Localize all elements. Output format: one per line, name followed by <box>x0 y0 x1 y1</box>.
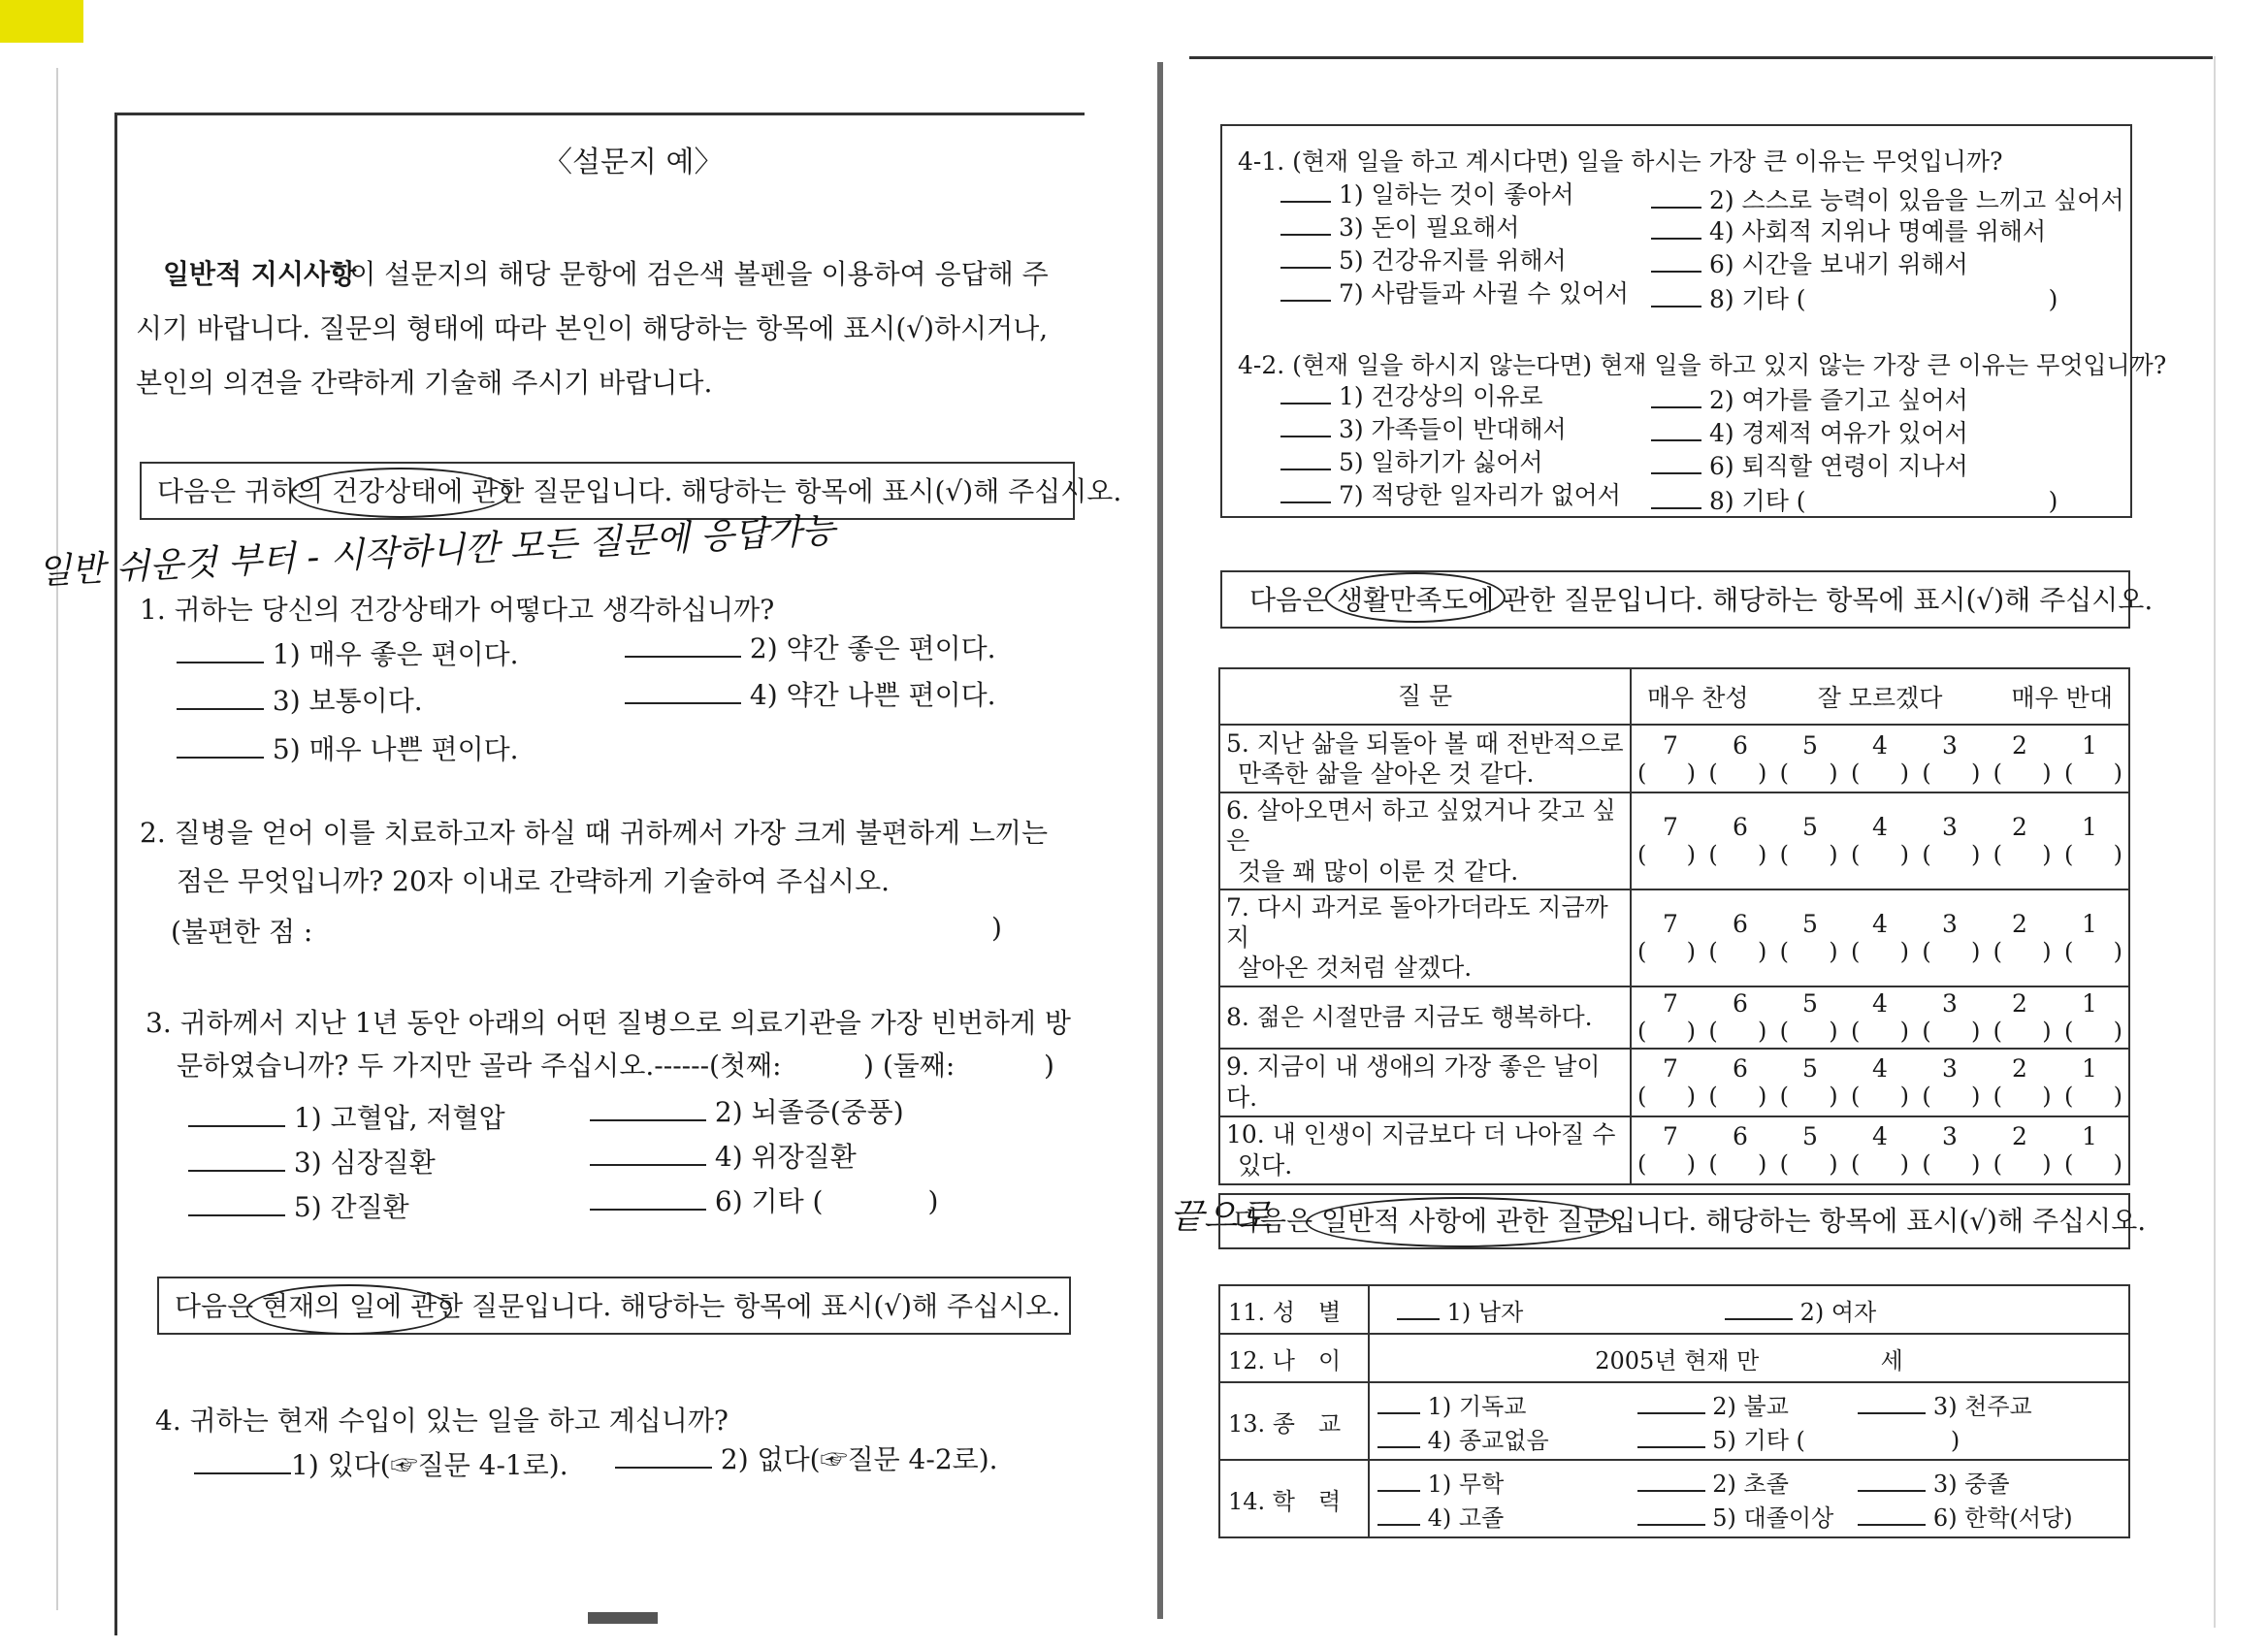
paren-close: ) <box>2113 841 2122 869</box>
answer-checkbox[interactable] <box>1851 1018 1909 1045</box>
page-edge-right <box>2214 56 2216 1628</box>
q41-option-8[interactable]: 8) 기타 ( ) <box>1651 285 2057 314</box>
scale-number: 5 <box>1802 813 1818 842</box>
answer-checkbox[interactable] <box>1780 1150 1838 1178</box>
scale-number: 5 <box>1802 910 1818 939</box>
paren-open: ( <box>2063 1018 2074 1045</box>
paren-close: ) <box>2042 1150 2052 1178</box>
scale-number: 7 <box>1663 1122 1678 1150</box>
q2-answer-close: ) <box>991 912 1002 944</box>
answer-slots <box>1637 1018 2122 1045</box>
answer-checkbox[interactable] <box>2064 938 2122 965</box>
answer-slots <box>1637 938 2122 965</box>
scale-number: 4 <box>1872 813 1888 842</box>
paren-close: ) <box>1686 1018 1696 1045</box>
table-scale-cell <box>1631 725 2129 792</box>
scale-number: 1 <box>2082 910 2097 939</box>
q41-option-7[interactable]: 7) 사람들과 사귈 수 있어서 <box>1280 279 1629 308</box>
section-heading-general: 다음은 일반적 사항에 관한 질문입니다. 해당하는 항목에 표시(√)해 주십시오. <box>1234 1205 2147 1237</box>
paren-close: ) <box>1899 759 1909 787</box>
paren-close: ) <box>1829 1018 1838 1045</box>
paren-open: ( <box>1922 938 1931 966</box>
paren-close: ) <box>1899 1150 1909 1178</box>
paren-open: ( <box>1779 759 1790 787</box>
header-not-sure: 잘 모르겠다 <box>1817 684 1943 712</box>
answer-checkbox[interactable] <box>1922 760 1980 787</box>
paren-open: ( <box>1708 1083 1718 1110</box>
answer-checkbox[interactable] <box>1780 841 1838 868</box>
scale-number: 4 <box>1872 989 1888 1018</box>
education-option-4[interactable]: 4) 고졸 <box>1377 1499 1630 1533</box>
paren-open: ( <box>1922 1150 1931 1178</box>
paren-close: ) <box>1686 1150 1696 1178</box>
paren-open: ( <box>2063 938 2074 966</box>
paren-open: ( <box>1850 938 1861 966</box>
paren-close: ) <box>1970 759 1981 787</box>
religion-label: 13. 종 교 <box>1219 1382 1369 1460</box>
q3-option-3[interactable]: 3) 심장질환 <box>188 1147 436 1180</box>
religion-option-1[interactable]: 1) 기독교 <box>1377 1387 1630 1421</box>
scale-number: 4 <box>1872 910 1888 939</box>
paren-close: ) <box>1686 1083 1696 1110</box>
education-option-3[interactable]: 3) 중졸 <box>1858 1465 2009 1499</box>
paren-close: ) <box>2113 1018 2122 1045</box>
age-field[interactable] <box>1369 1334 2129 1382</box>
scale-number: 4 <box>1872 1122 1888 1150</box>
paren-close: ) <box>2042 938 2052 966</box>
religion-option-2[interactable]: 2) 불교 <box>1637 1387 1851 1421</box>
scale-number: 2 <box>2012 813 2027 842</box>
q42-option-3[interactable]: 3) 가족들이 반대해서 <box>1280 415 1567 444</box>
scale-numbers <box>1637 1122 2122 1150</box>
answer-checkbox[interactable] <box>1637 938 1696 965</box>
question-4-2: 4-2. (현재 일을 하시지 않는다면) 현재 일을 하고 있지 않는 가장 큰 이유는 무엇입니까? <box>1238 351 2167 379</box>
q1-option-3[interactable]: 3) 보통이다. <box>177 685 423 718</box>
section-heading-satisfaction: 다음은 생활만족도에 관한 질문입니다. 해당하는 항목에 표시(√)해 주십시오. <box>1249 584 2154 616</box>
table-scale-cell <box>1631 1116 2129 1184</box>
paren-open: ( <box>1708 759 1718 787</box>
answer-slots <box>1637 841 2122 868</box>
paren-open: ( <box>2063 759 2074 787</box>
table-question-line2: 있다. <box>1238 1150 1293 1180</box>
answer-checkbox[interactable] <box>1922 1018 1980 1045</box>
answer-checkbox[interactable] <box>1851 938 1909 965</box>
page-edge-left <box>56 68 58 1610</box>
table-header-scale <box>1631 668 2129 725</box>
answer-checkbox[interactable] <box>1993 938 2052 965</box>
paren-close: ) <box>1970 841 1981 869</box>
scale-numbers <box>1637 910 2122 938</box>
q3-option-1[interactable]: 1) 고혈압, 저혈압 <box>188 1102 505 1135</box>
q41-option-3[interactable]: 3) 돈이 필요해서 <box>1280 213 1519 242</box>
paren-open: ( <box>1637 1083 1647 1110</box>
scale-number: 6 <box>1733 989 1748 1018</box>
paren-close: ) <box>1970 1150 1981 1178</box>
scale-number: 3 <box>1942 989 1958 1018</box>
scale-number: 3 <box>1942 1122 1958 1150</box>
scale-number: 7 <box>1663 813 1678 842</box>
paren-open: ( <box>1779 841 1790 869</box>
question-3-line2b: ) (둘째: <box>863 1050 956 1082</box>
scale-number: 7 <box>1663 989 1678 1018</box>
answer-checkbox[interactable] <box>1993 1018 2052 1045</box>
satisfaction-table <box>1218 667 2130 1185</box>
paren-open: ( <box>1708 938 1718 966</box>
table-question-line1: 7. 다시 과거로 돌아가더라도 지금까지 <box>1226 892 1608 952</box>
answer-checkbox[interactable] <box>1708 841 1766 868</box>
scale-numbers <box>1637 731 2122 760</box>
paren-open: ( <box>1922 841 1931 869</box>
q3-option-6[interactable]: 6) 기타 ( ) <box>590 1185 938 1218</box>
header-strongly-agree: 매우 찬성 <box>1647 684 1749 712</box>
answer-checkbox[interactable] <box>1922 1083 1980 1110</box>
answer-checkbox[interactable] <box>1637 1150 1696 1178</box>
table-scale-cell <box>1631 1049 2129 1116</box>
education-option-2[interactable]: 2) 초졸 <box>1637 1465 1851 1499</box>
paren-close: ) <box>1899 841 1909 869</box>
scale-number: 7 <box>1663 910 1678 939</box>
handwritten-note: 일반 쉬운것 부터 - 시작하니깐 모든 질문에 응답가능 <box>36 510 837 593</box>
question-3-line1: 3. 귀하께서 지난 1년 동안 아래의 어떤 질병으로 의료기관을 가장 빈번하게 방 <box>146 1007 1071 1039</box>
paren-close: ) <box>1829 938 1838 966</box>
paren-open: ( <box>1708 1150 1718 1178</box>
table-question <box>1219 792 1631 889</box>
paren-close: ) <box>2113 1083 2122 1110</box>
book-spine <box>1157 62 1163 1619</box>
paren-close: ) <box>2042 841 2052 869</box>
paren-close: ) <box>1757 1150 1767 1178</box>
scale-number: 3 <box>1942 1054 1958 1083</box>
q3-option-2[interactable]: 2) 뇌졸증(중풍) <box>590 1096 904 1129</box>
answer-checkbox[interactable] <box>1922 938 1980 965</box>
scale-numbers <box>1637 1054 2122 1083</box>
education-option-6[interactable]: 6) 한학(서당) <box>1858 1499 2072 1533</box>
scale-number: 1 <box>2082 1122 2097 1150</box>
education-option-1[interactable]: 1) 무학 <box>1377 1465 1630 1499</box>
table-question <box>1219 1116 1631 1184</box>
answer-checkbox[interactable] <box>1637 841 1696 868</box>
age-unit: 세 <box>1880 1346 1903 1374</box>
instructions-label: 일반적 지시사항 <box>163 258 357 290</box>
instructions-line3: 본인의 의견을 간략하게 기술해 주시기 바랍니다. <box>136 367 713 399</box>
paren-open: ( <box>1993 1083 2003 1110</box>
q42-option-8[interactable]: 8) 기타 ( ) <box>1651 487 2057 516</box>
paren-close: ) <box>1757 841 1767 869</box>
hand-circle-health <box>291 468 510 518</box>
scale-number: 4 <box>1872 730 1888 760</box>
table-row <box>1219 725 2129 792</box>
answer-checkbox[interactable] <box>1780 938 1838 965</box>
answer-slots <box>1637 760 2122 787</box>
q1-option-2[interactable]: 2) 약간 좋은 편이다. <box>625 632 996 665</box>
q41-option-2[interactable]: 2) 스스로 능력이 있음을 느끼고 싶어서 <box>1651 186 2124 215</box>
table-question-line1: 10. 내 인생이 지금보다 더 나아질 수 <box>1226 1120 1616 1149</box>
question-2-line1: 2. 질병을 얻어 이를 치료하고자 하실 때 귀하께서 가장 크게 불편하게 느끼는 <box>140 817 1049 849</box>
paren-open: ( <box>1637 759 1647 787</box>
paren-open: ( <box>2063 1150 2074 1178</box>
hand-circle-satisfaction <box>1325 572 1506 623</box>
paren-close: ) <box>2113 1150 2122 1178</box>
scale-number: 3 <box>1942 910 1958 939</box>
table-question-line1: 5. 지난 삶을 되돌아 볼 때 전반적으로 <box>1226 728 1624 758</box>
answer-checkbox[interactable] <box>1851 760 1909 787</box>
table-question-line2: 살아온 것처럼 살겠다. <box>1238 954 1473 983</box>
instructions-line1: : 이 설문지의 해당 문항에 검은색 볼펜을 이용하여 응답해 주 <box>332 258 1049 290</box>
paren-open: ( <box>1637 1150 1647 1178</box>
answer-checkbox[interactable] <box>1637 1083 1696 1110</box>
scale-number: 4 <box>1872 1054 1888 1083</box>
paren-close: ) <box>1757 938 1767 966</box>
scale-number: 5 <box>1802 1122 1818 1150</box>
answer-checkbox[interactable] <box>2064 1150 2122 1178</box>
paren-close: ) <box>1829 1150 1838 1178</box>
paren-open: ( <box>1922 1018 1931 1045</box>
q42-option-5[interactable]: 5) 일하기가 싫어서 <box>1280 448 1543 477</box>
religion-option-5[interactable]: 5) 기타 ( ) <box>1637 1421 1960 1455</box>
scale-number: 5 <box>1802 989 1818 1018</box>
table-header-question: 질 문 <box>1219 668 1631 725</box>
paren-close: ) <box>1899 1083 1909 1110</box>
answer-checkbox[interactable] <box>2064 841 2122 868</box>
religion-option-3[interactable]: 3) 천주교 <box>1858 1387 2031 1421</box>
scale-number: 2 <box>2012 1054 2027 1083</box>
answer-checkbox[interactable] <box>1993 1083 2052 1110</box>
paren-close: ) <box>2113 938 2122 966</box>
answer-checkbox[interactable] <box>1708 760 1766 787</box>
scale-number: 6 <box>1733 910 1748 939</box>
answer-slots <box>1637 1150 2122 1178</box>
paren-close: ) <box>1899 1018 1909 1045</box>
age-text: 2005년 현재 만 <box>1595 1346 1760 1374</box>
age-label: 12. 나 이 <box>1219 1334 1369 1382</box>
paren-open: ( <box>1708 841 1718 869</box>
table-question <box>1219 1049 1631 1116</box>
paren-close: ) <box>2042 759 2052 787</box>
table-question <box>1219 986 1631 1049</box>
answer-checkbox[interactable] <box>2064 760 2122 787</box>
paren-open: ( <box>1993 1018 2003 1045</box>
q2-answer-label: (불편한 점 : <box>171 916 313 948</box>
scale-number: 5 <box>1802 1054 1818 1083</box>
paren-open: ( <box>1993 841 2003 869</box>
paren-open: ( <box>1850 841 1861 869</box>
table-question-line1: 6. 살아오면서 하고 싶었거나 갖고 싶은 <box>1226 796 1616 856</box>
scale-number: 5 <box>1802 730 1818 760</box>
paren-open: ( <box>1922 1083 1931 1110</box>
scale-number: 6 <box>1733 1054 1748 1083</box>
paren-close: ) <box>1686 938 1696 966</box>
education-option-5[interactable]: 5) 대졸이상 <box>1637 1499 1851 1533</box>
gender-label: 11. 성 별 <box>1219 1285 1369 1334</box>
hand-circle-work <box>246 1284 452 1335</box>
paren-open: ( <box>1637 938 1647 966</box>
paren-close: ) <box>1757 1083 1767 1110</box>
answer-checkbox[interactable] <box>1637 760 1696 787</box>
scale-number: 3 <box>1942 730 1958 760</box>
answer-checkbox[interactable] <box>1708 1018 1766 1045</box>
table-scale-cell <box>1631 986 2129 1049</box>
scale-numbers <box>1637 813 2122 841</box>
paren-close: ) <box>1899 938 1909 966</box>
answer-checkbox[interactable] <box>1708 1083 1766 1110</box>
q41-option-5[interactable]: 5) 건강유지를 위해서 <box>1280 246 1567 275</box>
answer-checkbox[interactable] <box>1851 841 1909 868</box>
paren-open: ( <box>1922 759 1931 787</box>
table-question <box>1219 725 1631 792</box>
table-question-line2: 것을 꽤 많이 이룬 것 같다. <box>1238 857 1519 886</box>
paren-open: ( <box>1708 1018 1718 1045</box>
q42-option-2[interactable]: 2) 여가를 즐기고 싶어서 <box>1651 386 1968 415</box>
gender-options <box>1369 1285 2129 1334</box>
answer-checkbox[interactable] <box>1637 1018 1696 1045</box>
instructions-line2: 시기 바랍니다. 질문의 형태에 따라 본인이 해당하는 항목에 표시(√)하시거나, <box>136 312 1049 344</box>
paren-open: ( <box>2063 1083 2074 1110</box>
paren-close: ) <box>2042 1018 2052 1045</box>
question-4: 4. 귀하는 현재 수입이 있는 일을 하고 계십니까? <box>155 1405 729 1437</box>
answer-checkbox[interactable] <box>1851 1150 1909 1178</box>
table-row <box>1219 792 2129 889</box>
scale-number: 1 <box>2082 989 2097 1018</box>
question-3-line2: 문하였습니까? 두 가지만 골라 주십시오.------(첫째: <box>177 1050 782 1082</box>
paren-close: ) <box>1686 759 1696 787</box>
q1-option-4[interactable]: 4) 약간 나쁜 편이다. <box>625 679 996 712</box>
answer-checkbox[interactable] <box>1922 841 1980 868</box>
paren-open: ( <box>1993 1150 2003 1178</box>
demographics-table <box>1218 1284 2130 1538</box>
answer-slots <box>1637 1083 2122 1110</box>
paren-close: ) <box>1829 759 1838 787</box>
scale-number: 1 <box>2082 813 2097 842</box>
answer-checkbox[interactable] <box>1993 841 2052 868</box>
question-2-line2: 점은 무엇입니까? 20자 이내로 간략하게 기술하여 주십시오. <box>177 865 891 897</box>
q2-answer-field[interactable] <box>330 927 989 951</box>
scale-number: 2 <box>2012 1122 2027 1150</box>
scale-number: 6 <box>1733 1122 1748 1150</box>
answer-checkbox[interactable] <box>1708 938 1766 965</box>
q42-option-7[interactable]: 7) 적당한 일자리가 없어서 <box>1280 481 1621 510</box>
section-heading-health: 다음은 귀하의 건강상태에 관한 질문입니다. 해당하는 항목에 표시(√)해 주십시오. <box>157 475 1122 507</box>
table-scale-cell <box>1631 792 2129 889</box>
paren-close: ) <box>1970 938 1981 966</box>
scale-number: 1 <box>2082 1054 2097 1083</box>
scale-number: 7 <box>1663 1054 1678 1083</box>
table-question <box>1219 889 1631 986</box>
scale-number: 6 <box>1733 730 1748 760</box>
question-4-1: 4-1. (현재 일을 하고 계시다면) 일을 하시는 가장 큰 이유는 무엇입니까? <box>1238 147 2003 176</box>
paren-open: ( <box>1779 1150 1790 1178</box>
handwritten-note-2: 끝으로 <box>1170 1197 1272 1237</box>
paren-open: ( <box>1850 1018 1861 1045</box>
education-label: 14. 학 력 <box>1219 1460 1369 1537</box>
scale-number: 2 <box>2012 730 2027 760</box>
answer-checkbox[interactable] <box>2064 1018 2122 1045</box>
paren-open: ( <box>1779 1083 1790 1110</box>
answer-checkbox[interactable] <box>1780 1018 1838 1045</box>
table-row <box>1219 1116 2129 1184</box>
scale-number: 1 <box>2082 730 2097 760</box>
paren-close: ) <box>1686 841 1696 869</box>
answer-checkbox[interactable] <box>1708 1150 1766 1178</box>
paren-close: ) <box>1757 1018 1767 1045</box>
scale-number: 7 <box>1663 730 1678 760</box>
table-question-line1: 8. 젊은 시절만큼 지금도 행복하다. <box>1226 1002 1593 1031</box>
education-options <box>1369 1460 2129 1537</box>
paren-open: ( <box>1993 759 2003 787</box>
answer-checkbox[interactable] <box>2064 1083 2122 1110</box>
table-question-line1: 9. 지금이 내 생애의 가장 좋은 날이다. <box>1226 1052 1601 1112</box>
q42-option-6[interactable]: 6) 퇴직할 연령이 지나서 <box>1651 452 1968 481</box>
table-question-line2: 만족한 삶을 살아온 것 같다. <box>1238 760 1535 788</box>
q41-option-4[interactable]: 4) 사회적 지위나 명예를 위해서 <box>1651 217 2046 246</box>
question-1: 1. 귀하는 당신의 건강상태가 어떻다고 생각하십니까? <box>140 594 775 626</box>
scan-corner-mark <box>0 0 83 43</box>
q3-option-5[interactable]: 5) 간질환 <box>188 1191 409 1224</box>
hand-circle-general <box>1306 1197 1616 1247</box>
table-scale-cell <box>1631 889 2129 986</box>
answer-checkbox[interactable] <box>1780 1083 1838 1110</box>
paren-open: ( <box>1779 1018 1790 1045</box>
scale-number: 6 <box>1733 813 1748 842</box>
paren-close: ) <box>1829 1083 1838 1110</box>
religion-option-4[interactable]: 4) 종교없음 <box>1377 1421 1630 1455</box>
q4-option-2[interactable]: 2) 없다(☞질문 4-2로). <box>615 1443 998 1476</box>
paren-close: ) <box>1757 759 1767 787</box>
answer-checkbox[interactable] <box>1922 1150 1980 1178</box>
paren-close: ) <box>2113 759 2122 787</box>
q1-option-5[interactable]: 5) 매우 나쁜 편이다. <box>177 733 519 766</box>
religion-options <box>1369 1382 2129 1460</box>
section-heading-work: 다음은 현재의 일에 관한 질문입니다. 해당하는 항목에 표시(√)해 주십시오. <box>175 1290 1061 1322</box>
table-row <box>1219 889 2129 986</box>
paren-open: ( <box>1850 1150 1861 1178</box>
q42-option-4[interactable]: 4) 경제적 여유가 있어서 <box>1651 419 1968 448</box>
paren-open: ( <box>1779 938 1790 966</box>
header-strongly-disagree: 매우 반대 <box>2011 684 2113 712</box>
table-row <box>1219 1049 2129 1116</box>
survey-title: 〈설문지 예〉 <box>543 146 724 179</box>
paren-open: ( <box>1850 759 1861 787</box>
paren-close: ) <box>1829 841 1838 869</box>
q41-option-6[interactable]: 6) 시간을 보내기 위해서 <box>1651 250 1968 279</box>
q3-option-4[interactable]: 4) 위장질환 <box>590 1141 857 1174</box>
paren-open: ( <box>1637 1018 1647 1045</box>
answer-checkbox[interactable] <box>1780 760 1838 787</box>
paren-close: ) <box>1970 1083 1981 1110</box>
q42-option-1[interactable]: 1) 건강상의 이유로 <box>1280 382 1543 411</box>
q41-option-1[interactable]: 1) 일하는 것이 좋아서 <box>1280 180 1574 210</box>
gender-option-male[interactable]: 1) 남자 <box>1397 1293 1523 1327</box>
paren-close: ) <box>1970 1018 1981 1045</box>
paren-open: ( <box>1637 841 1647 869</box>
answer-checkbox[interactable] <box>1993 760 2052 787</box>
paren-open: ( <box>2063 841 2074 869</box>
scale-number: 3 <box>1942 813 1958 842</box>
gender-option-female[interactable]: 2) 여자 <box>1725 1293 1876 1327</box>
answer-checkbox[interactable] <box>1851 1083 1909 1110</box>
scale-number: 2 <box>2012 989 2027 1018</box>
scale-number: 2 <box>2012 910 2027 939</box>
scale-numbers <box>1637 989 2122 1018</box>
paren-open: ( <box>1993 938 2003 966</box>
paren-open: ( <box>1850 1083 1861 1110</box>
q1-option-1[interactable]: 1) 매우 좋은 편이다. <box>177 638 519 671</box>
question-3-line2c: ) <box>1044 1050 1054 1082</box>
answer-checkbox[interactable] <box>1993 1150 2052 1178</box>
table-row <box>1219 986 2129 1049</box>
paren-close: ) <box>2042 1083 2052 1110</box>
q4-option-1[interactable]: 1) 있다(☞질문 4-1로). <box>194 1449 568 1482</box>
